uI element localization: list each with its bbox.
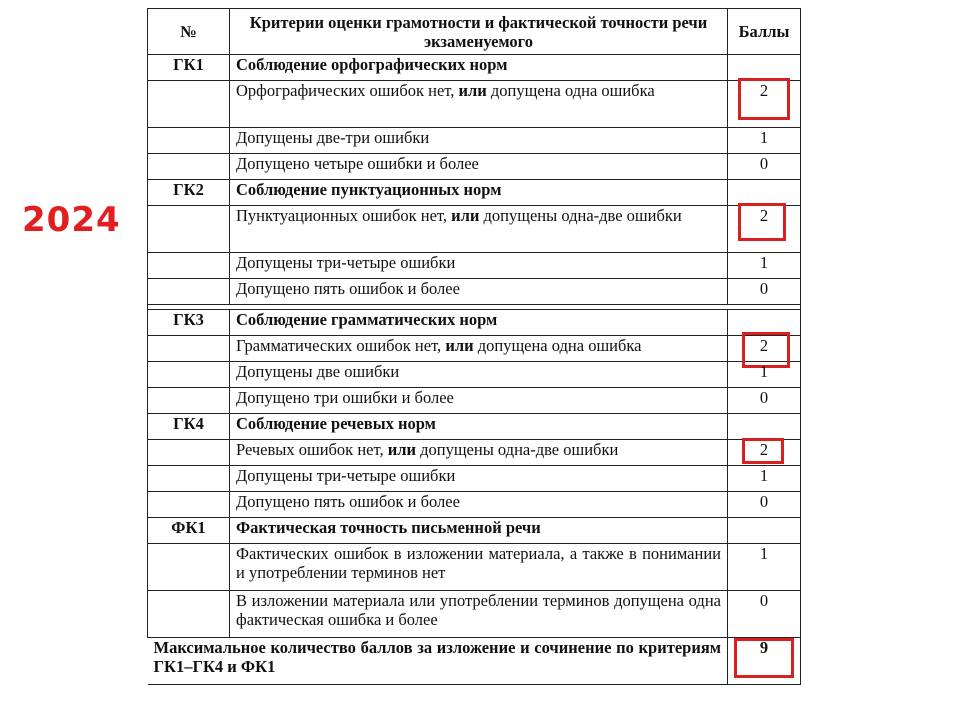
section-code: ГК2 [148, 180, 230, 206]
criterion-points: 2 [728, 440, 801, 466]
criterion-text: Допущено пять ошибок и более [230, 279, 728, 305]
criterion-text: Пунктуационных ошибок нет, или допущены одна-две ошибки [230, 206, 728, 253]
highlight-box [734, 638, 794, 678]
table-row [148, 544, 801, 591]
criterion-text: Речевых ошибок нет, или допущены одна-две ошибки [230, 440, 728, 466]
criterion-points: 1 [728, 466, 801, 492]
section-title: Соблюдение грамматических норм [230, 310, 728, 336]
section-title: Соблюдение пунктуационных норм [230, 180, 728, 206]
criterion-text: В изложении материала или употреблении терминов допущена одна фактическая ошибка и более [230, 591, 728, 638]
table-row [148, 591, 801, 638]
section-code: ГК3 [148, 310, 230, 336]
criterion-text: Допущено три ошибки и более [230, 388, 728, 414]
criterion-text: Допущены три-четыре ошибки [230, 253, 728, 279]
header-number: № [148, 9, 230, 55]
criteria-table [147, 8, 801, 685]
criterion-text: Допущены три-четыре ошибки [230, 466, 728, 492]
criterion-text: Орфографических ошибок нет, или допущена одна ошибка [230, 81, 728, 128]
criterion-points: 0 [728, 279, 801, 305]
table-row [148, 492, 801, 518]
table-row [148, 362, 801, 388]
criterion-points: 0 [728, 492, 801, 518]
section-title: Соблюдение орфографических норм [230, 55, 728, 81]
table-row [148, 336, 801, 362]
section-points-empty [728, 414, 801, 440]
section-row [148, 518, 801, 544]
criterion-points: 2 [728, 336, 801, 362]
criterion-text: Фактических ошибок в изложении материала, а также в понимании и употреблении терминов нет [230, 544, 728, 591]
section-row [148, 414, 801, 440]
criterion-points: 1 [728, 544, 801, 591]
criterion-points: 0 [728, 591, 801, 638]
section-points-empty [728, 55, 801, 81]
section-row [148, 55, 801, 81]
criterion-points: 0 [728, 388, 801, 414]
section-code: ГК1 [148, 55, 230, 81]
criterion-points: 1 [728, 253, 801, 279]
table-row [148, 388, 801, 414]
section-row [148, 310, 801, 336]
criterion-points: 1 [728, 362, 801, 388]
total-text: Максимальное количество баллов за изложение и сочинение по критериям ГК1–ГК4 и ФК1 [148, 638, 728, 685]
criterion-points: 1 [728, 128, 801, 154]
section-title: Соблюдение речевых норм [230, 414, 728, 440]
table-row [148, 279, 801, 305]
section-title: Фактическая точность письменной речи [230, 518, 728, 544]
section-row [148, 180, 801, 206]
total-row [148, 638, 801, 685]
header-criteria: Критерии оценки грамотности и фактической точности речи экзаменуемого [230, 9, 728, 55]
criterion-text: Допущены две ошибки [230, 362, 728, 388]
table-row [148, 81, 801, 128]
total-points: 9 [728, 638, 801, 685]
criterion-points: 0 [728, 154, 801, 180]
section-code: ГК4 [148, 414, 230, 440]
table-row [148, 466, 801, 492]
table-row [148, 154, 801, 180]
header-points: Баллы [728, 9, 801, 55]
highlight-box [742, 438, 784, 464]
table-row [148, 253, 801, 279]
criterion-text: Допущены две-три ошибки [230, 128, 728, 154]
criterion-points: 2 [728, 81, 801, 128]
section-points-empty [728, 518, 801, 544]
table-row [148, 128, 801, 154]
criterion-text: Грамматических ошибок нет, или допущена одна ошибка [230, 336, 728, 362]
section-points-empty [728, 180, 801, 206]
criterion-points: 2 [728, 206, 801, 253]
section-code: ФК1 [148, 518, 230, 544]
highlight-box [738, 78, 790, 120]
table-header-row [148, 9, 801, 55]
highlight-box [738, 203, 786, 241]
table-row [148, 440, 801, 466]
table-row [148, 206, 801, 253]
criterion-text: Допущено пять ошибок и более [230, 492, 728, 518]
criterion-text: Допущено четыре ошибки и более [230, 154, 728, 180]
year-label: 2024 [22, 200, 121, 240]
